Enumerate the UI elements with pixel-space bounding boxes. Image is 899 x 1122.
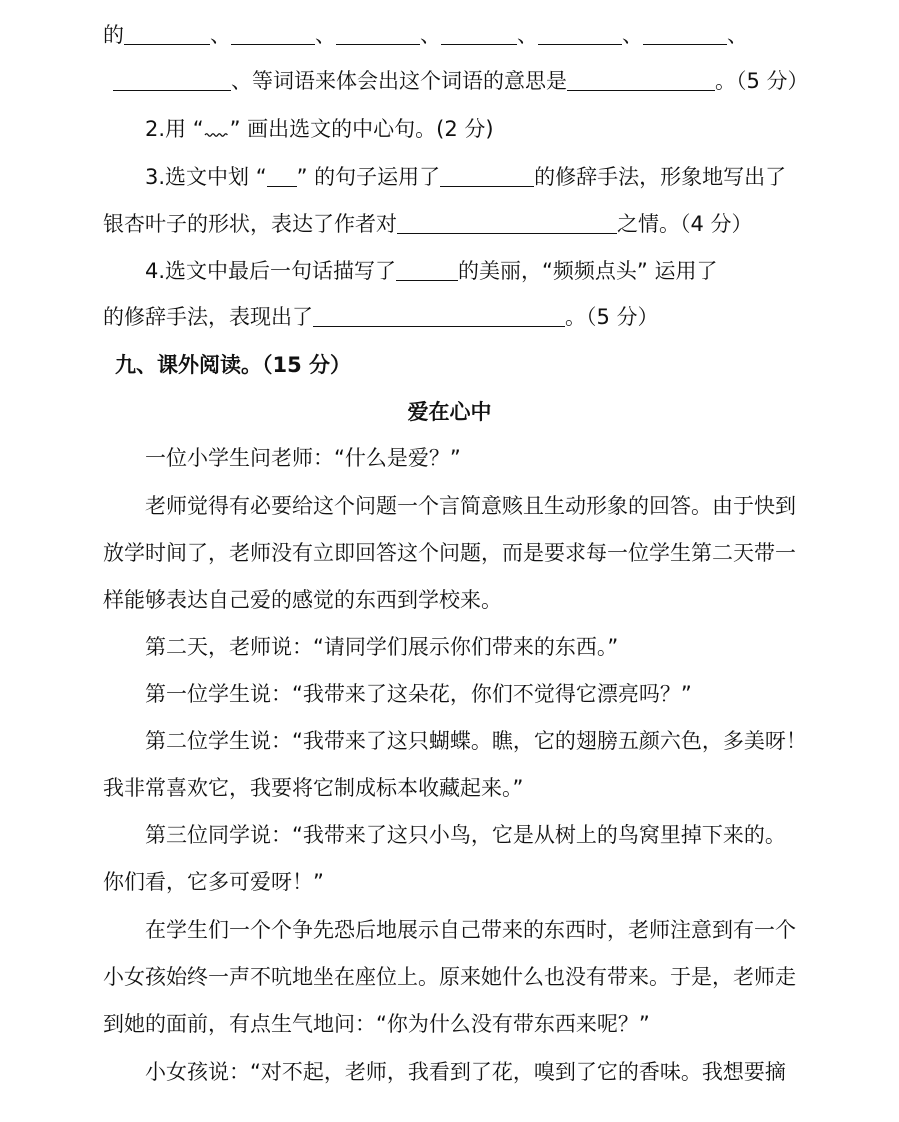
- separator: 、: [622, 23, 643, 47]
- answer-blank-8[interactable]: [567, 70, 715, 91]
- passage-title: 爱在心中: [407, 400, 492, 424]
- answer-blank-7[interactable]: [113, 70, 231, 91]
- q3-text-mid1: ” 的句子运用了: [296, 165, 441, 189]
- wavy-underline-icon: [204, 126, 230, 138]
- passage-line: 小女孩说：“对不起，老师，我看到了花，嗅到了它的香味。我想要摘: [145, 1060, 786, 1084]
- q4-line2-start: 的修辞手法，表现出了: [103, 305, 313, 329]
- q4-line1: [145, 256, 717, 286]
- q2-text-end: ” 画出选文的中心句。(2 分): [229, 117, 494, 141]
- answer-blank-2[interactable]: [231, 24, 315, 45]
- q3-line2-start: 银杏叶子的形状，表达了作者对: [103, 212, 397, 236]
- separator: 、: [517, 23, 538, 47]
- q1-text-start: 的: [103, 23, 124, 47]
- q4-score: 。（5 分）: [565, 305, 659, 329]
- q4-line2: [103, 302, 659, 332]
- answer-blank-5[interactable]: [538, 24, 622, 45]
- separator: 、: [420, 23, 441, 47]
- q2-text-start: 2.用 “: [145, 117, 204, 141]
- passage-line: 小女孩始终一声不吭地坐在座位上。原来她什么也没有带来。于是，老师走: [103, 965, 796, 989]
- passage-line: 第三位同学说：“我带来了这只小鸟，它是从树上的鸟窝里掉下来的。: [145, 823, 786, 847]
- passage-line: 样能够表达自己爱的感觉的东西到学校来。: [103, 588, 502, 612]
- answer-blank-1[interactable]: [124, 24, 210, 45]
- passage-line: 第二位学生说：“我带来了这只蝴蝶。瞧，它的翅膀五颜六色，多美呀！: [145, 729, 807, 753]
- passage-line: 在学生们一个个争先恐后地展示自己带来的东西时，老师注意到有一个: [145, 918, 796, 942]
- q1-line2: [113, 66, 809, 96]
- passage-line: 我非常喜欢它，我要将它制成标本收藏起来。”: [103, 776, 524, 800]
- separator: 、: [727, 23, 748, 47]
- passage-line: 第一位学生说：“我带来了这朵花，你们不觉得它漂亮吗？”: [145, 682, 692, 706]
- separator: 、: [210, 23, 231, 47]
- q1-score: 。（5 分）: [715, 69, 809, 93]
- q3-line2: [103, 209, 753, 239]
- q1-line1: [103, 20, 748, 50]
- answer-blank-9[interactable]: [440, 166, 534, 187]
- passage-line: 第二天，老师说：“请同学们展示你们带来的东西。”: [145, 635, 619, 659]
- q1-text-mid: 、等词语来体会出这个词语的意思是: [231, 69, 567, 93]
- section-heading: 九、课外阅读。（15 分）: [115, 353, 352, 377]
- answer-blank-4[interactable]: [441, 24, 517, 45]
- passage-line: 老师觉得有必要给这个问题一个言简意赅且生动形象的回答。由于快到: [145, 494, 796, 518]
- q4-text-mid: 的美丽，“频频点头” 运用了: [458, 259, 718, 283]
- separator: 、: [315, 23, 336, 47]
- q2-line: [145, 114, 494, 144]
- q3-text-start: 3.选文中划 “: [145, 165, 267, 189]
- passage-line: 放学时间了，老师没有立即回答这个问题，而是要求每一位学生第二天带一: [103, 541, 796, 565]
- passage-line: 一位小学生问老师：“什么是爱？”: [145, 446, 461, 470]
- q3-score: 之情。（4 分）: [617, 212, 753, 236]
- answer-blank-3[interactable]: [336, 24, 420, 45]
- underline-sample: [267, 166, 297, 187]
- answer-blank-12[interactable]: [313, 306, 565, 327]
- answer-blank-10[interactable]: [397, 213, 617, 234]
- q3-line1: [145, 162, 786, 192]
- answer-blank-6[interactable]: [643, 24, 727, 45]
- answer-blank-11[interactable]: [396, 260, 458, 281]
- q3-text-mid2: 的修辞手法，形象地写出了: [534, 165, 787, 189]
- q4-text-start: 4.选文中最后一句话描写了: [145, 259, 397, 283]
- passage-line: 你们看，它多可爱呀！”: [103, 870, 324, 894]
- passage-line: 到她的面前，有点生气地问：“你为什么没有带东西来呢？”: [103, 1012, 650, 1036]
